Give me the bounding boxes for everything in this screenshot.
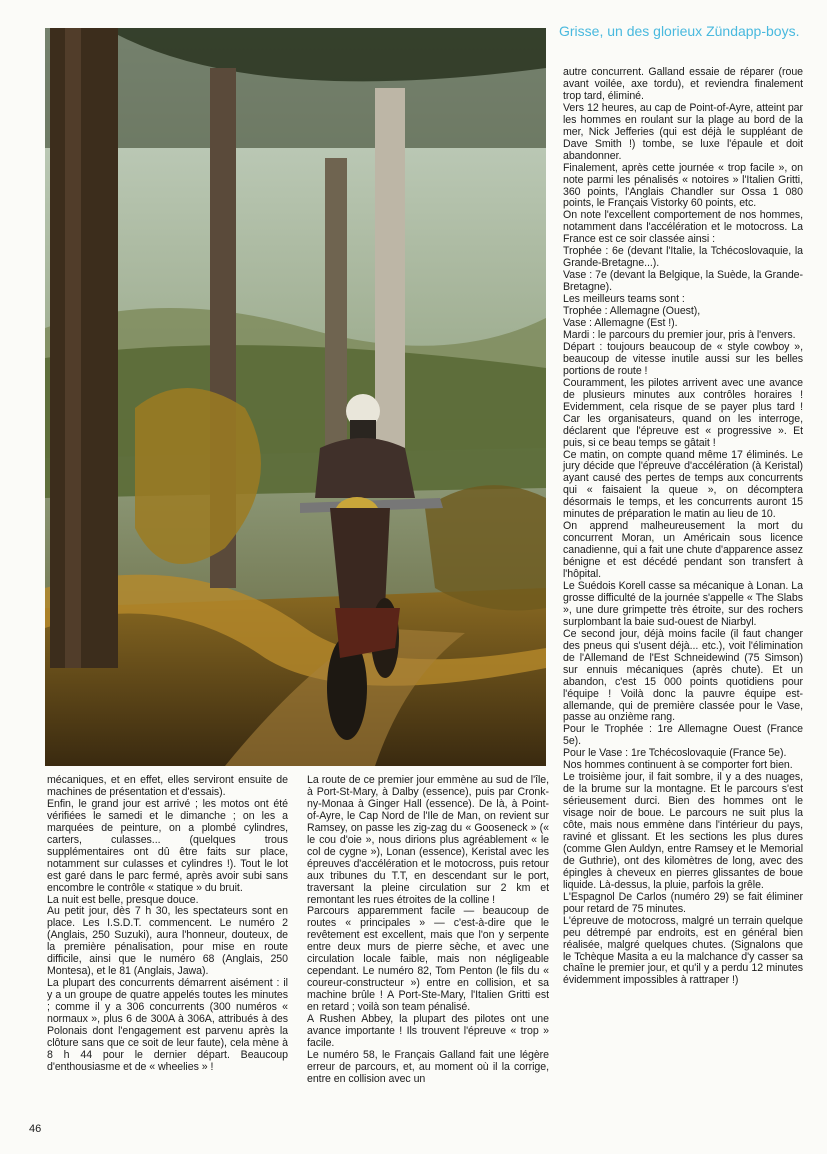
article-paragraph: Trophée : Allemagne (Ouest), xyxy=(563,305,701,318)
article-column-1 xyxy=(47,775,288,1074)
article-paragraph: Les meilleurs teams sont : xyxy=(563,293,685,306)
article-paragraph: La nuit est belle, presque douce. xyxy=(47,893,199,906)
article-paragraph: autre concurrent. Galland essaie de réparer (roue avant voilée, axe tordu), et reviendra finalement trop tard, éliminé. xyxy=(563,66,803,102)
article-paragraph: Nos hommes continuent à se comporter fort bien. xyxy=(563,759,793,772)
article-column-2 xyxy=(307,775,549,1086)
article-paragraph: Le Suédois Korell casse sa mécanique à Lonan. La grosse difficulté de la journée s'appelle « The Slabs », une dure grimpette très étroite, sur des rochers surplombant la baie sud-ouest de Niarbyl. xyxy=(563,579,803,628)
page-number: 46 xyxy=(29,1123,42,1135)
article-paragraph: Au petit jour, dès 7 h 30, les spectateurs sont en place. Les I.S.D.T. commencent. Le numéro 2 (Anglais, 250 Suzuki), aura l'honneur, douteux, de la première pénalisation, pour mise en route difficile, ainsi que le numéro 68 (Anglais, 250 Montesa), et le 81 (Anglais, Jawa). xyxy=(47,905,288,978)
article-paragraph: Mardi : le parcours du premier jour, pris à l'envers. xyxy=(563,328,796,341)
article-paragraph: L'épreuve de motocross, malgré un terrain quelque peu détrempé par endroits, est en général bien réalisée, malgré quelques chutes. (Signalons que le Tchèque Masita a eu la malchance d'y casser sa chaîne le premier jour, et qu'il y a perdu 12 minutes évidemment impossibles à rattraper !) xyxy=(563,914,803,987)
article-paragraph: Finalement, après cette journée « trop facile », on note parmi les pénalisés « notoires » l'Italien Gritti, 360 points, l'Anglais Chandler sur Ossa 1 080 points, le Français Vistorky 60 points, etc. xyxy=(563,161,803,210)
article-paragraph: Pour le Trophée : 1re Allemagne Ouest (France 5e). xyxy=(563,723,803,748)
article-paragraph: Pour le Vase : 1re Tchécoslovaquie (France 5e). xyxy=(563,747,787,760)
article-paragraph: mécaniques, et en effet, elles serviront ensuite de machines de présentation et d'essais). xyxy=(47,774,288,798)
photo-illustration xyxy=(45,28,546,766)
article-paragraph: Couramment, les pilotes arrivent avec une avance de plusieurs minutes aux contrôles horaires ! Evidemment, cela risque de se payer plus tard ! Car les organisateurs, quand on les interroge, déclarent que l'épreuve est « progressive ». Et puis, si ce beau temps se gâtait ! xyxy=(563,376,803,449)
article-paragraph: Ce second jour, déjà moins facile (il faut changer des pneus qui s'usent déjà... etc.), voit l'élimination de l'Allemand de l'Est Schneidewind (75 Simson) sur ennuis mécaniques (après chute). Et un abandon, c'est 15 000 points quotidiens pour l'équipe ! Voilà donc la pauvre équipe est-allemande, qui de première classée pour le Vase, passe au onzième rang. xyxy=(563,627,803,724)
article-paragraph: La route de ce premier jour emmène au sud de l'île, à Port-St-Mary, à Dalby (essence), puis par Cronk-ny-Monaa à Ginger Hall (essence). De là, à Point-of-Ayre, le Cap Nord de l'Ile de Man, on revient sur Ramsey, on passe les zig-zag du « Gooseneck » (« le cou d'oie », nous dirions plus agréablement « le col de cygne »), Lonan (essence), Keristal avec les épreuves d'accélération et le motocross, puis retour aux tribunes du T.T, en descendant sur le port, traversant la pleine circulation sur 2 km et remontant les rues étroites de la colline ! xyxy=(307,774,549,906)
article-paragraph: A Rushen Abbey, la plupart des pilotes ont une avance importante ! Ils trouvent l'épreuve « trop » facile. xyxy=(307,1013,549,1049)
article-paragraph: Départ : toujours beaucoup de « style cowboy », beaucoup de vitesse inutile aussi sur les belles portions de route ! xyxy=(563,340,803,377)
article-paragraph: La plupart des concurrents démarrent aisément : il y a un groupe de quatre appelés toutes les minutes ; comme il y a 306 concurrents (300 numéros « normaux », plus 6 de 300A à 306A, attribués à des Polonais dont l'engagement est parvenu après la clôture sans que ce soit de leur faute), cela mène à 8 h 44 pour le dernier départ. Beaucoup d'enthousiasme et de « wheelies » ! xyxy=(47,977,288,1073)
article-paragraph: Enfin, le grand jour est arrivé ; les motos ont été vérifiées le samedi et le dimanche ; on les a marquées de peinture, on a plombé cylindres, carters, culasses... (quelques trous supplémentaires ont dû être faits sur place, notamment sur culasses et cylindres !). Tout le lot est garé dans le parc fermé, après avoir subi sans encombre le contrôle « statique » du bruit. xyxy=(47,797,288,894)
article-paragraph: Le troisième jour, il fait sombre, il y a des nuages, de la brume sur la montagne. Et le parcours s'est sérieusement durci. Bien des hommes ont le visage noir de boue. Le parcours ne suit plus la côte, mais nous emmène dans l'intérieur du pays, raviné et glissant. Et les sections les plus dures (comme Glen Auldyn, entre Ramsey et le Memorial de Guthrie), ont des kilomètres de long, avec des épingles à cheveux en pierres glissantes de boue liquide. Là-dessus, la pluie, parfois la grêle. xyxy=(563,771,803,891)
article-paragraph: On apprend malheureusement la mort du concurrent Moran, un Américain sous licence canadienne, qui a fait une chute d'apparence assez bénigne et est décédé pendant son transfert à l'hôpital. xyxy=(563,520,803,581)
article-paragraph: Vase : 7e (devant la Belgique, la Suède, la Grande-Bretagne). xyxy=(563,269,803,294)
article-paragraph: Le numéro 58, le Français Galland fait une légère erreur de parcours, et, au moment où il la corrige, entre en collision avec un xyxy=(307,1048,549,1085)
article-paragraph: L'Espagnol De Carlos (numéro 29) se fait éliminer pour retard de 75 minutes. xyxy=(563,890,803,915)
article-paragraph: Trophée : 6e (devant l'Italie, la Tchécoslovaquie, la Grande-Bretagne...). xyxy=(563,245,803,270)
article-paragraph: Parcours apparemment facile — beaucoup de routes « principales » — c'est-à-dire que le revêtement est excellent, mais que l'on y serpente entre deux murs de pierre sèche, et avec une circulation locale faible, mais non négligeable cependant. Le numéro 82, Tom Penton (le fils du « coureur-constructeur ») entre en collision, et sa machine brûle ! A Port-Ste-Mary, l'Italien Gritti est en retard ; voilà son team pénalisé. xyxy=(307,905,549,1014)
photo-caption: Grisse, un des glorieux Zündapp-boys. xyxy=(559,23,800,39)
motorcycle-rider-forest-photo xyxy=(45,28,546,766)
article-paragraph: On note l'excellent comportement de nos hommes, notamment dans l'accélération et le motocross. La France est ce soir classée ainsi : xyxy=(563,209,803,246)
article-paragraph: Vase : Allemagne (Est !). xyxy=(563,317,678,330)
article-paragraph: Ce matin, on compte quand même 17 éliminés. Le jury décide que l'épreuve d'accélération (à Keristal) ayant causé des pertes de temps aux concurrents qui « faisaient la queue », on décomptera désormais le temps, et les concurrents auront 15 minutes de préparation le matin au lieu de 10. xyxy=(563,448,803,521)
article-column-3 xyxy=(563,67,803,987)
article-paragraph: Vers 12 heures, au cap de Point-of-Ayre, atteint par les hommes en roulant sur la plage au bord de la mer, Nick Jefferies (qui est déjà le suppléant de Dave Smith !) tombe, se luxe l'épaule et doit abandonner. xyxy=(563,101,803,162)
